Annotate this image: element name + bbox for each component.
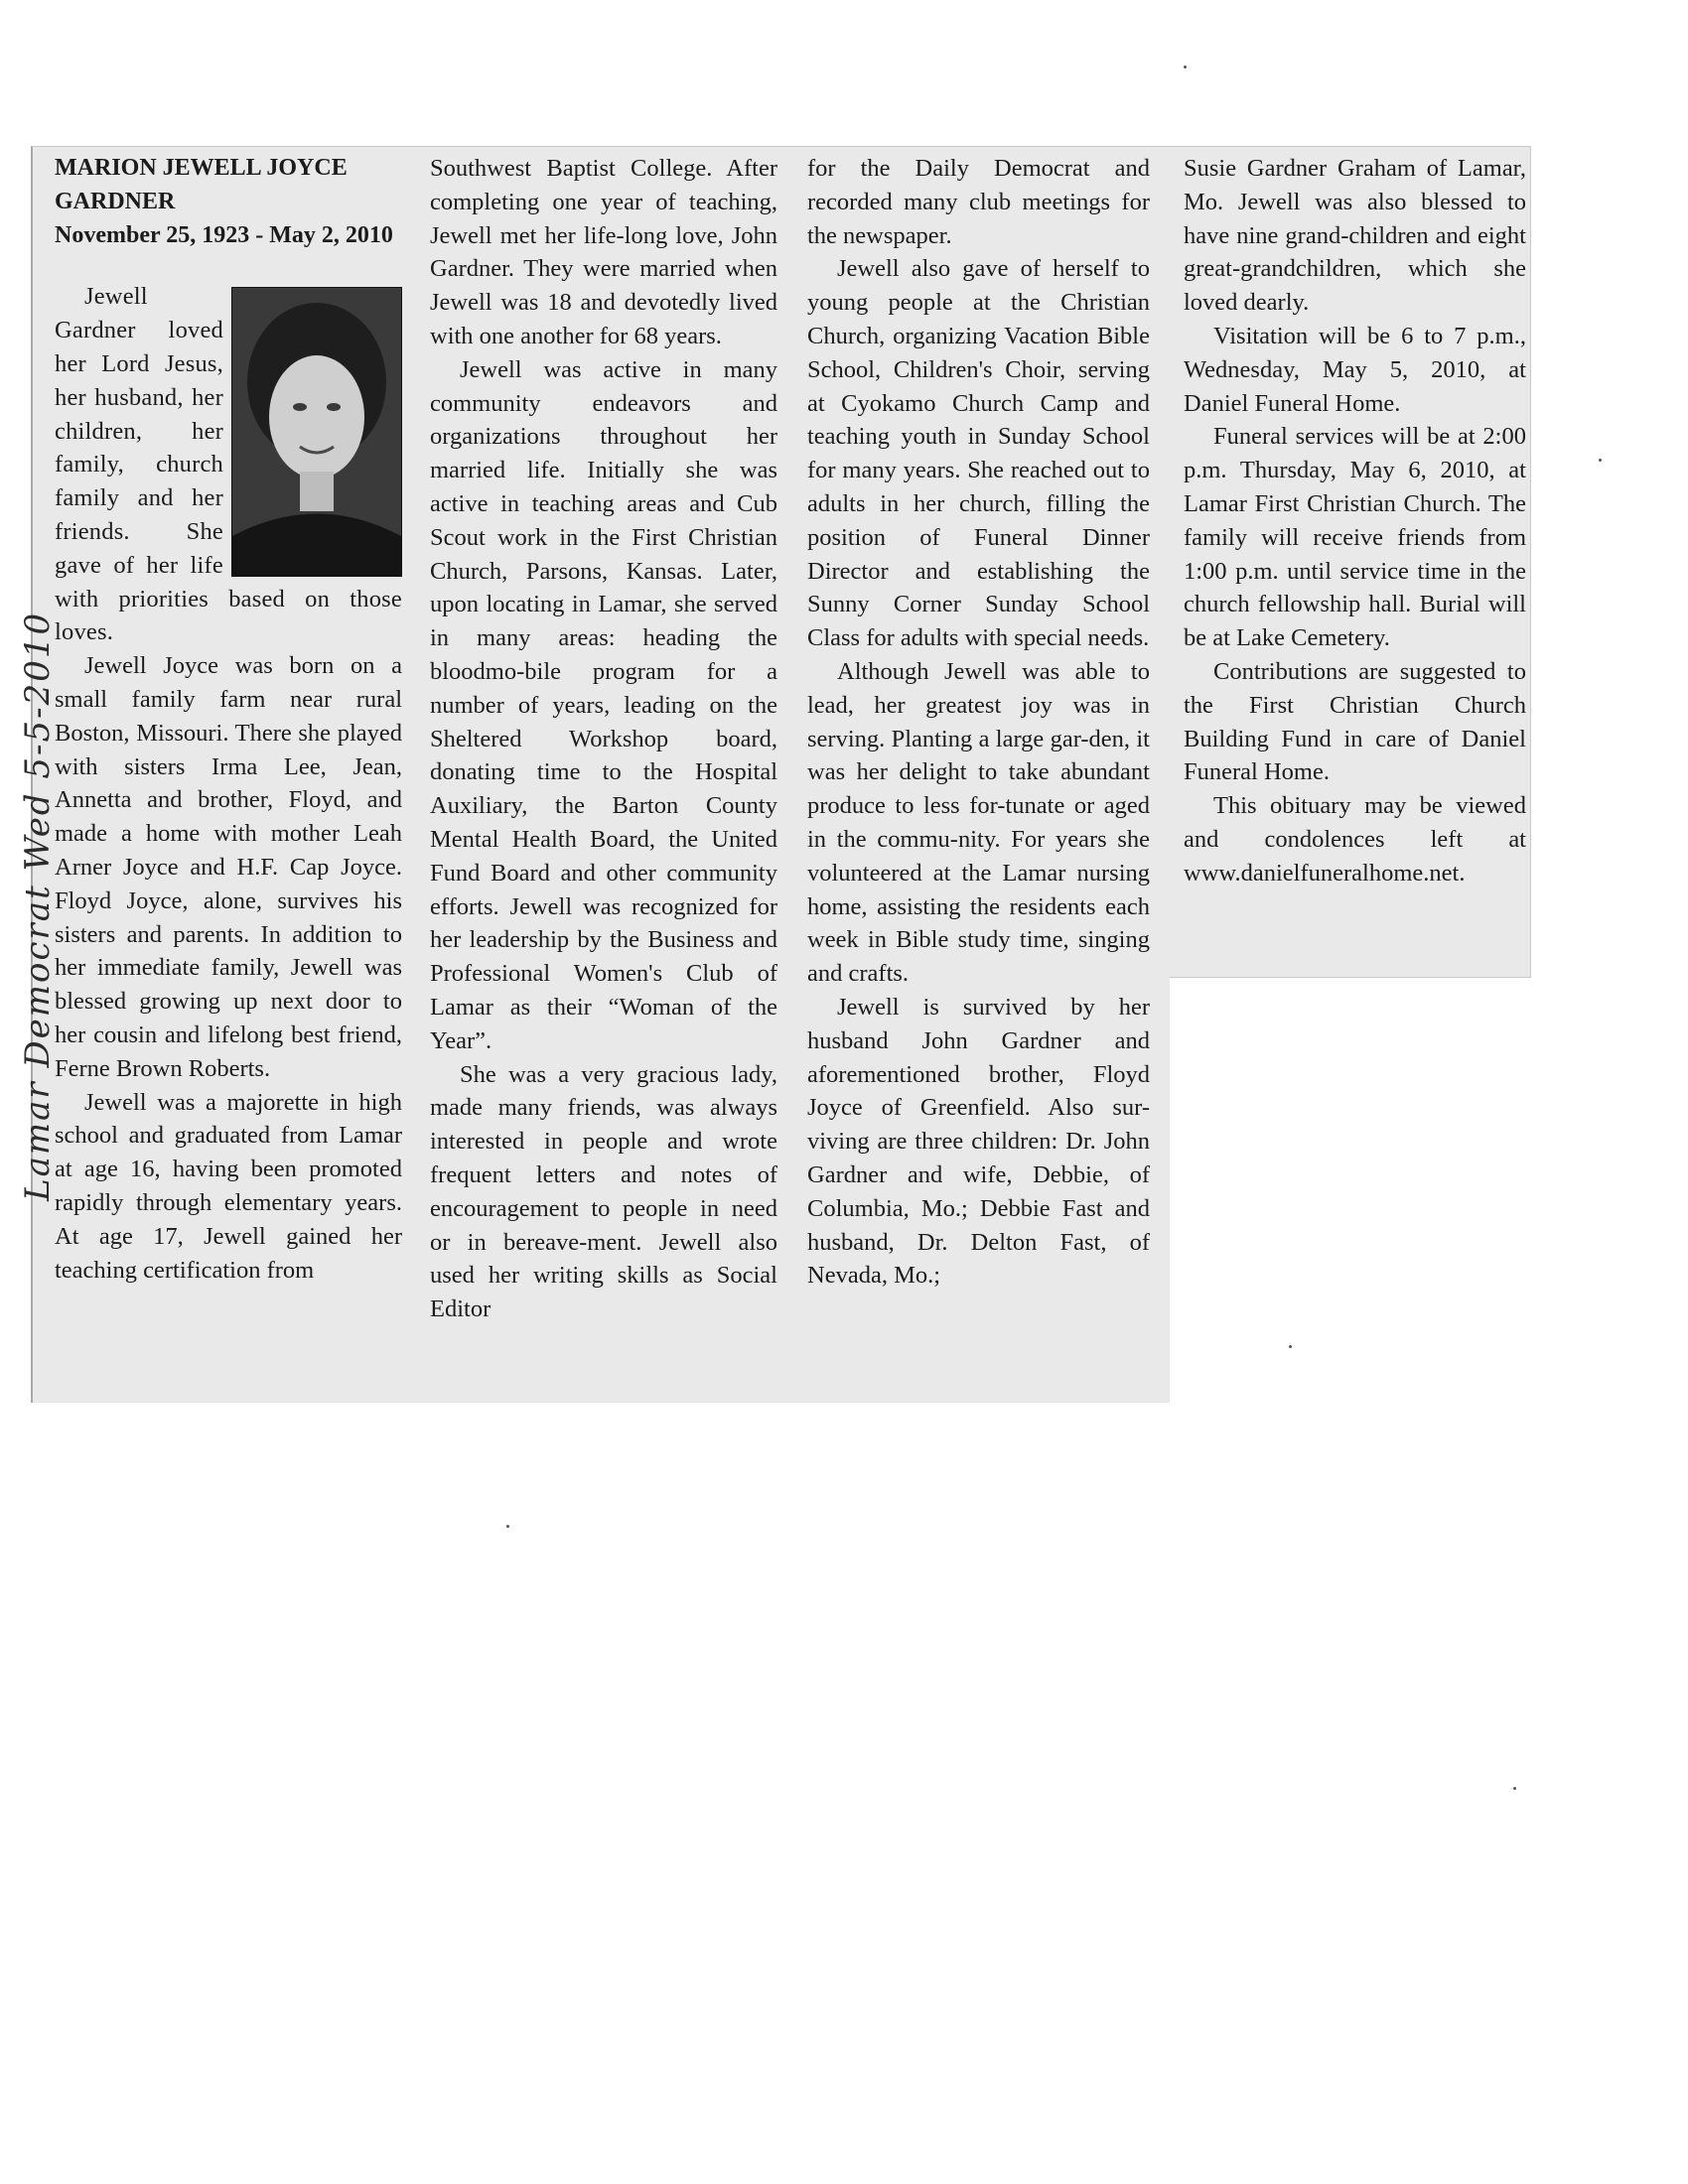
obituary-column-2	[430, 152, 777, 1326]
paragraph: Jewell also gave of herself to young people at the Christian Church, organizing Vacation Bible School, Children's Choir, serving at Cyokamo Church Camp and teaching youth in Sunday School for many years. She reached out to adults in her church, filling the position of Funeral Dinner Director and establishing the Sunny Corner Sunday School Class for adults with special needs.	[807, 255, 1150, 652]
paragraph: Jewell Gardner loved her Lord Jesus, her husband, her children, her family, church family and her friends. She gave of her life with priorities based on those loves.	[55, 283, 402, 646]
obituary-name: MARION JEWELL JOYCE GARDNER	[55, 155, 348, 214]
paragraph: Jewell was a majorette in high school and graduated from Lamar at age 16, having been promoted rapidly through elementary years. At age 17, Jewell gained her teaching certification from	[55, 1088, 402, 1284]
paragraph: Funeral services will be at 2:00 p.m. Thursday, May 6, 2010, at Lamar First Christian Church. The family will receive friends from 1:00 p.m. until service time in the church fellowship hall. Burial will be at Lake Cemetery.	[1184, 423, 1526, 652]
obituary-dates: November 25, 1923 - May 2, 2010	[55, 221, 393, 248]
paragraph: Jewell is survived by her husband John Gardner and aforementioned brother, Floyd Joyce of Greenfield. Also sur-viving are three children: Dr. John Gardner and wife, Debbie, of Columbia, Mo.; Debbie Fast and husband, Dr. Delton Fast, of Nevada, Mo.;	[807, 993, 1150, 1290]
paragraph: Jewell was active in many community endeavors and organizations throughout her married life. Initially she was active in teaching areas and Cub Scout work in the First Christian Church, Parsons, Kansas. Later, upon locating in Lamar, she served in many areas: heading the bloodmo-bile program for a number of years, leading on the Sheltered Workshop board, donating time to the Hospital Auxiliary, the Barton County Mental Health Board, the United Fund Board and other community efforts. Jewell was recognized for her leadership by the Business and Professional Women's Club of Lamar as their “Woman of the Year”.	[430, 355, 777, 1054]
paragraph: Although Jewell was able to lead, her greatest joy was in serving. Planting a large gar-den, it was her delight to take abundant produce to less for-tunate or aged in the commu-nity. For years she volunteered at the Lamar nursing home, assisting the residents each week in Bible study time, singing and crafts.	[807, 657, 1150, 988]
portrait-photo	[231, 287, 402, 577]
scan-speck	[1513, 1787, 1516, 1790]
scan-speck	[1599, 459, 1602, 462]
paragraph: Susie Gardner Graham of Lamar, Mo. Jewell was also blessed to have nine grand-children and eight great-grandchildren, which she loved dearly.	[1184, 155, 1526, 317]
scan-speck	[1184, 66, 1187, 68]
paragraph: Contributions are suggested to the First Christian Church Building Fund in care of Daniel Funeral Home.	[1184, 657, 1526, 786]
obituary-column-1	[55, 152, 402, 1287]
obituary-column-3	[807, 152, 1150, 1293]
paragraph: Southwest Baptist College. After completing one year of teaching, Jewell met her life-long love, John Gardner. They were married when Jewell was 18 and devotedly lived with one another for 68 years.	[430, 155, 777, 349]
obituary-column-4	[1184, 152, 1526, 890]
paragraph: Visitation will be 6 to 7 p.m., Wednesday, May 5, 2010, at Daniel Funeral Home.	[1184, 322, 1526, 417]
scan-speck	[1289, 1345, 1292, 1348]
handwritten-source-note: Lamar Democrat Wed 5-5-2010	[18, 611, 58, 1201]
paragraph: for the Daily Democrat and recorded many club meetings for the newspaper.	[807, 155, 1150, 249]
scan-speck	[506, 1525, 509, 1528]
paragraph: Jewell Joyce was born on a small family farm near rural Boston, Missouri. There she played with sisters Irma Lee, Jean, Annetta and brother, Floyd, and made a home with mother Leah Arner Joyce and H.F. Cap Joyce. Floyd Joyce, alone, survives his sisters and parents. In addition to her immediate family, Jewell was blessed growing up next door to her cousin and lifelong best friend, Ferne Brown Roberts.	[55, 652, 402, 1082]
paragraph: This obituary may be viewed and condolences left at www.danielfuneralhome.net.	[1184, 792, 1526, 887]
paragraph: She was a very gracious lady, made many friends, was always interested in people and wrote frequent letters and notes of encouragement to people in need or in bereave-ment. Jewell also used her writing skills as Social Editor	[430, 1060, 777, 1323]
